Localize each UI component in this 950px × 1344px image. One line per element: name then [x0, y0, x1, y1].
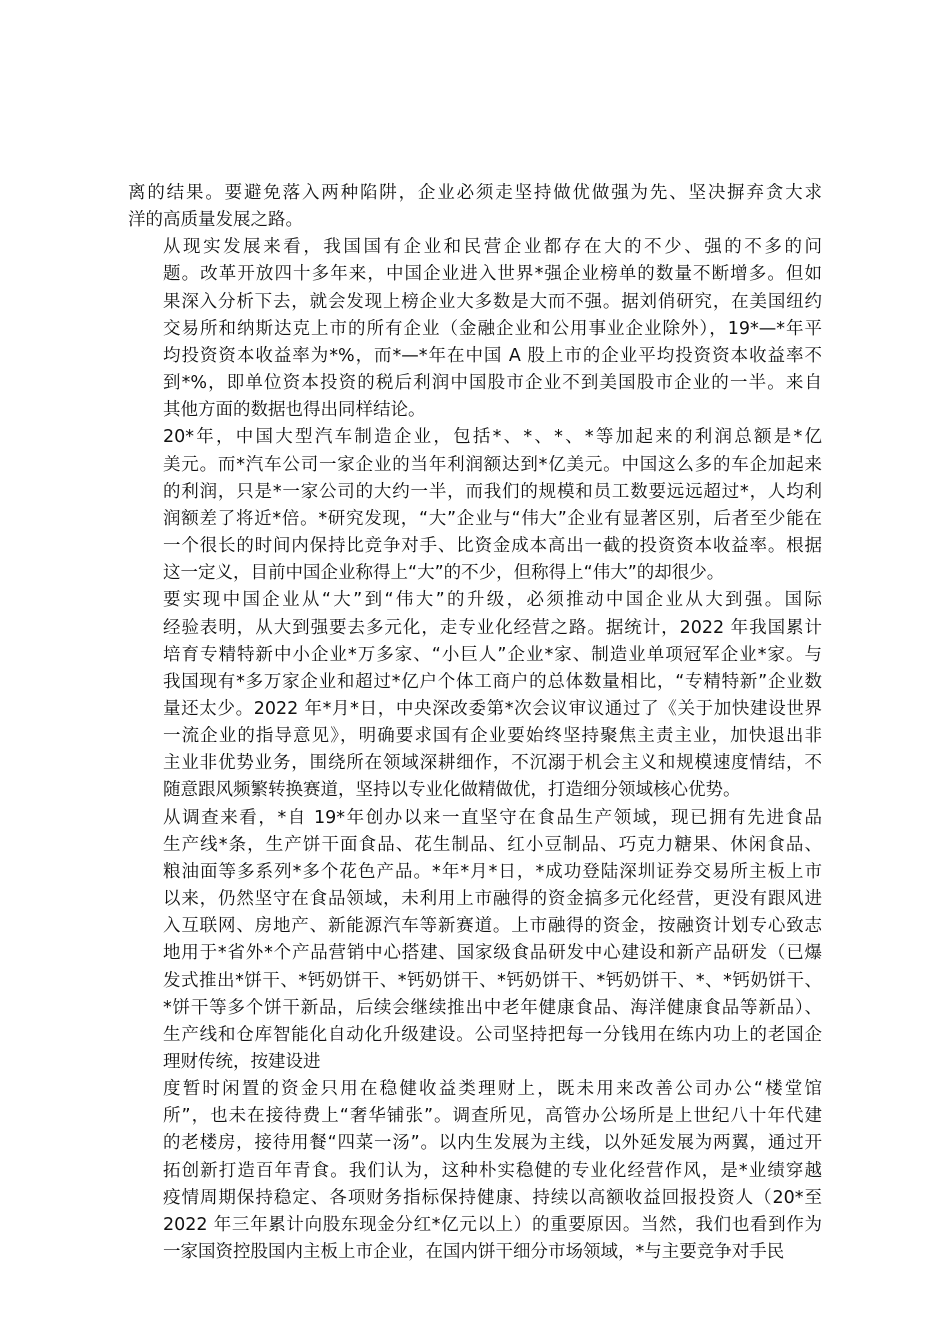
text-line: 入互联网、房地产、新能源汽车等新赛道。上市融得的资金，按融资计划专心致志 [163, 916, 822, 937]
text-line: 我国现有*多万家企业和超过*亿户个体工商户的总体数量相比，“专精特新”企业数 [163, 671, 822, 692]
text-line: 度暂时闲置的资金只用在稳健收益类理财上，既未用来改善公司办公“楼堂馆 [163, 1079, 822, 1100]
text-line: 拓创新打造百年青食。我们认为，这种朴实稳健的专业化经营作风，是*业绩穿越 [163, 1160, 822, 1181]
text-line: 的利润，只是*一家公司的大约一半，而我们的规模和员工数要远远超过*，人均利 [163, 481, 822, 502]
text-line: 美元。而*汽车公司一家企业的当年利润额达到*亿美元。中国这么多的车企加起来 [163, 454, 822, 475]
text-line: 理财传统，按建设进 [163, 1052, 321, 1072]
text-line: 以来，仍然坚守在食品领域，未利用上市融得的资金搞多元化经营，更没有跟风进 [163, 889, 822, 910]
paragraph [128, 234, 822, 424]
text-line: 的老楼房，接待用餐“四菜一汤”。以内生发展为主线，以外延发展为两翼，通过开 [163, 1133, 822, 1154]
text-line: 生产线*条，生产饼干面食品、花生制品、红小豆制品、巧克力糖果、休闲食品、 [163, 834, 822, 855]
text-line: 题。改革开放四十多年来，中国企业进入世界*强企业榜单的数量不断增多。但如 [163, 264, 822, 285]
text-line: 从调查来看，*自 19*年创办以来一直坚守在食品生产领域，现已拥有先进食品 [163, 807, 822, 828]
text-line: 量还太少。2022 年*月*日，中央深改委第*次会议审议通过了《关于加快建设世界 [163, 698, 822, 719]
text-line: 均投资资本收益率为*%，而*—*年在中国 A 股上市的企业平均投资资本收益率不 [163, 345, 822, 366]
text-line: 其他方面的数据也得出同样结论。 [163, 400, 426, 421]
text-line: 交易所和纳斯达克上市的所有企业（金融企业和公用事业企业除外），19*—*年平 [163, 318, 822, 339]
text-line: 润额差了将近*倍。*研究发现，“大”企业与“伟大”企业有显著区别，后者至少能在 [163, 508, 822, 529]
paragraph [128, 180, 822, 234]
document-body [128, 180, 822, 1266]
text-line: 所”，也未在接待费上“奢华铺张”。调查所见，高管办公场所是上世纪八十年代建 [163, 1106, 822, 1127]
text-line: 生产线和仓库智能化自动化升级建设。公司坚持把每一分钱用在练内功上的老国企 [163, 1024, 822, 1045]
text-line: 果深入分析下去，就会发现上榜企业大多数是大而不强。据刘俏研究，在美国纽约 [163, 291, 822, 312]
text-line: 经验表明，从大到强要去多元化，走专业化经营之路。据统计，2022 年我国累计 [163, 617, 822, 638]
text-line: 随意跟风频繁转换赛道，坚持以专业化做精做优，打造细分领域核心优势。 [163, 780, 741, 801]
paragraph [128, 1076, 822, 1266]
paragraph [128, 424, 822, 587]
text-line: 一家国资控股国内主板上市企业，在国内饼干细分市场领域，*与主要竞争对手民 [163, 1242, 785, 1263]
text-line: 要实现中国企业从“大”到“伟大”的升级，必须推动中国企业从大到强。国际 [163, 590, 822, 611]
text-line: 2022 年三年累计向股东现金分红*亿元以上）的重要原因。当然，我们也看到作为 [163, 1214, 822, 1235]
text-line: 发式推出*饼干、*钙奶饼干、*钙奶饼干、*钙奶饼干、*钙奶饼干、*、*钙奶饼干、 [163, 970, 822, 991]
text-line: 疫情周期保持稳定、各项财务指标保持健康、持续以高额收益回报投资人（20*至 [163, 1187, 822, 1208]
text-line: 主业非优势业务，围绕所在领域深耕细作，不沉溺于机会主义和规模速度情结，不 [163, 753, 822, 774]
paragraph [128, 587, 822, 804]
text-line: 20*年，中国大型汽车制造企业，包括*、*、*、*等加起来的利润总额是*亿 [163, 427, 822, 448]
text-line: 离的结果。要避免落入两种陷阱，企业必须走坚持做优做强为先、坚决摒弃贪大求 [128, 183, 822, 203]
text-line: 培育专精特新中小企业*万多家、“小巨人”企业*家、制造业单项冠军企业*家。与 [163, 644, 822, 665]
text-line: 洋的高质量发展之路。 [128, 210, 303, 231]
text-line: *饼干等多个饼干新品，后续会继续推出中老年健康食品、海洋健康食品等新品）、 [163, 997, 822, 1018]
text-line: 地用于*省外*个产品营销中心搭建、国家级食品研发中心建设和新产品研发（已爆 [163, 943, 822, 964]
text-line: 粮油面等多系列*多个花色产品。*年*月*日，*成功登陆深圳证券交易所主板上市 [163, 861, 822, 882]
text-line: 这一定义，目前中国企业称得上“大”的不少，但称得上“伟大”的却很少。 [163, 563, 725, 584]
text-line: 从现实发展来看，我国国有企业和民营企业都存在大的不少、强的不多的问 [163, 237, 822, 258]
text-line: 到*%，即单位资本投资的税后利润中国股市企业不到美国股市企业的一半。来自 [163, 373, 822, 394]
text-line: 一流企业的指导意见》，明确要求国有企业要始终坚持聚焦主责主业，加快退出非 [163, 726, 822, 747]
text-line: 一个很长的时间内保持比竞争对手、比资金成本高出一截的投资资本收益率。根据 [163, 536, 822, 557]
paragraph [128, 805, 822, 1077]
